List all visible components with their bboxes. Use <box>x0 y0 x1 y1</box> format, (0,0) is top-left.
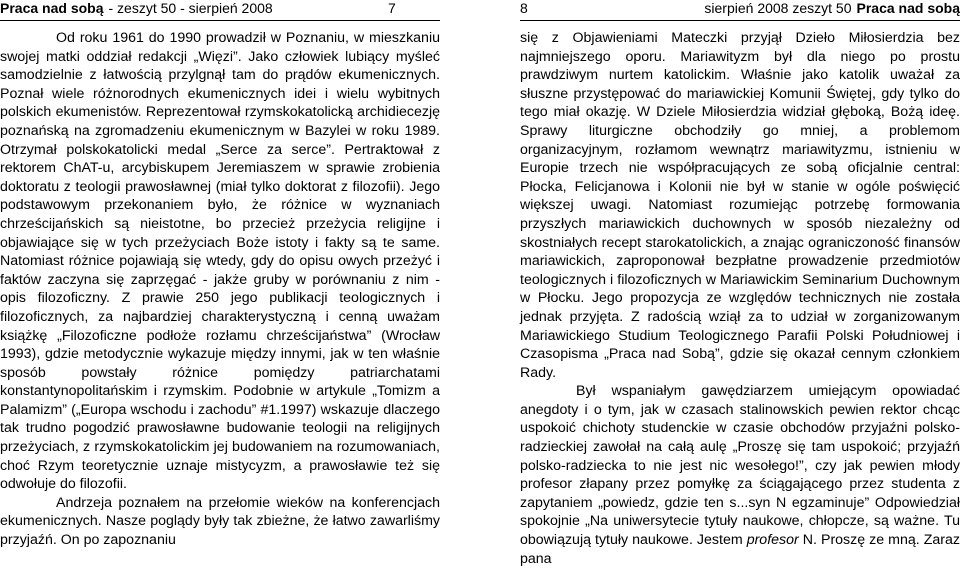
left-page-body <box>0 29 440 550</box>
emphasis-text: profesor <box>746 532 799 549</box>
paragraph: Był wspaniałym gawędziarzem umiejącym opowiadać anegdoty i o tym, jak w czasach stalinowskich pewien rektor chcąc uspokoić chichoty studenckie w czasie obchodów przyjaźni polsko-radzieckiej zawołał na całą aulę „Proszę się tam uspokoić; przyjaźń polsko-radziecka to nie jest nic wesołego!”, czy jak pewien młody profesor złapany przez pomyłkę za ściągającego przez studenta z zapytaniem „powiedz, gdzie ten s...syn N egzaminuje” Odpowiedział spokojnie „Na uniwersytecie tytuły naukowe, chłopcze, są ważne. Tu obowiązują tytuły naukowe. Jestem profesor N. Proszę ze mną. Zaraz pana <box>520 383 960 567</box>
right-page-header <box>520 0 960 16</box>
left-page-number: 7 <box>388 0 396 16</box>
right-header-issue: sierpień 2008 zeszyt 50 <box>704 0 852 16</box>
paragraph: Od roku 1961 do 1990 prowadził w Poznaniu, w mieszkaniu swojej matki oddział redakcji „Więzi”. Jako człowiek lubiący myśleć samodzielnie z łatwością przylgnął tam do prądów ekumenicznych. Poznał wiele różnorodnych ekumenicznych idei i wielu wybitnych polskich ekumenistów. Reprezentował rzymskokatolicką archidiecezję poznańską na zgromadzeniu ekumenicznym w Bazylei w roku 1989. Otrzymał polskokatolicki medal „Serce za serce”. Pertraktował z rektorem ChAT-u, arcybiskupem Jeremiaszem w sprawie zrobienia doktoratu z teologii prawosławnej (miał tylko doktorat z filozofii). Jego podstawowym przekonaniem było, że różnice w wyznaniach chrześcijańskich są nieistotne, bo przecież przeżycia religijne i objawiające się w tych przeżyciach Boże istoty i fakty są te same. Natomiast różnice pojawiają się wtedy, gdy do opisu owych przeżyć i faktów zaczyna się zaprzęgać - jakże gruby w porównaniu z nim - opis filozoficzny. Z prawie 250 jego publikacji teologicznych i filozoficznych, za najbardziej charakterystyczną i cenną uważam książkę „Filozoficzne podłoże rozłamu chrześcijaństwa” (Wrocław 1993), gdzie metodycznie wykazuje między innymi, jak w ten właśnie sposób powstały różnice pomiędzy patriarchatami konstantynopolitańskim i rzymskim. Podobnie w artykule „Tomizm a Palamizm” („Europa wschodu i zachodu” #1.1997) wskazuje dlaczego tak trudno pogodzić prawosławne budowanie teologii na religijnych przeżyciach, z rzymskokatolickim jej budowaniem na rozumowaniach, choć Rzym teoretycznie uznaje mistycyzm, a prawosławie też się odwołuje do filozofii. <box>0 30 440 493</box>
right-header-title: Praca nad sobą <box>856 0 960 16</box>
paragraph: Andrzeja poznałem na przełomie wieków na konferencjach ekumenicznych. Nasze poglądy były tak zbieżne, że łatwo zawarliśmy przyjaźń. On po zapoznaniu <box>0 494 440 549</box>
left-page <box>0 0 440 587</box>
right-page-number: 8 <box>520 0 528 16</box>
right-page <box>520 0 960 587</box>
left-header-title: Praca nad sobą <box>0 0 104 16</box>
right-page-body <box>520 29 960 568</box>
left-header-rule <box>0 20 440 21</box>
left-header-issue: - zeszyt 50 - sierpień 2008 <box>108 0 273 16</box>
left-page-header <box>0 0 440 16</box>
paragraph: się z Objawieniami Mateczki przyjął Dzieło Miłosierdzia bez najmniejszego oporu. Mariawityzm był dla niego po prostu prawdziwym nurtem katolickim. Właśnie jako katolik uważał za słuszne przystępować do mariawickiej Komunii Świętej, gdy tylko do tego miał okazję. W Dziele Miłosierdzia widział głęboką, Bożą ideę. Sprawy liturgiczne obchodziły go mniej, a problemom organizacyjnym, rozłamom wewnątrz mariawityzmu, istnieniu w Europie trzech nie współpracujących ze sobą oficjalnie central: Płocka, Felicjanowa i Kolonii nie był w stanie w ogóle poświęcić większej uwagi. Natomiast rozumiejąc potrzebę formowania przyszłych mariawickich duchownych w sposób niezależny od skostniałych recept starokatolickich, a znając ograniczoność finansów mariawickich, zaproponował bezpłatne prowadzenie przedmiotów teologicznych i filozoficznych w Mariawickim Seminarium Duchownym w Płocku. Jego propozycja ze względów technicznych nie została jednak przyjęta. Z radością wziął za to udział w zorganizowanym Mariawickiego Studium Teologicznego Parafii Polski Południowej i Czasopisma „Praca nad Sobą”, gdzie się okazał cennym członkiem Rady. <box>520 30 960 381</box>
right-header-rule <box>520 20 960 21</box>
